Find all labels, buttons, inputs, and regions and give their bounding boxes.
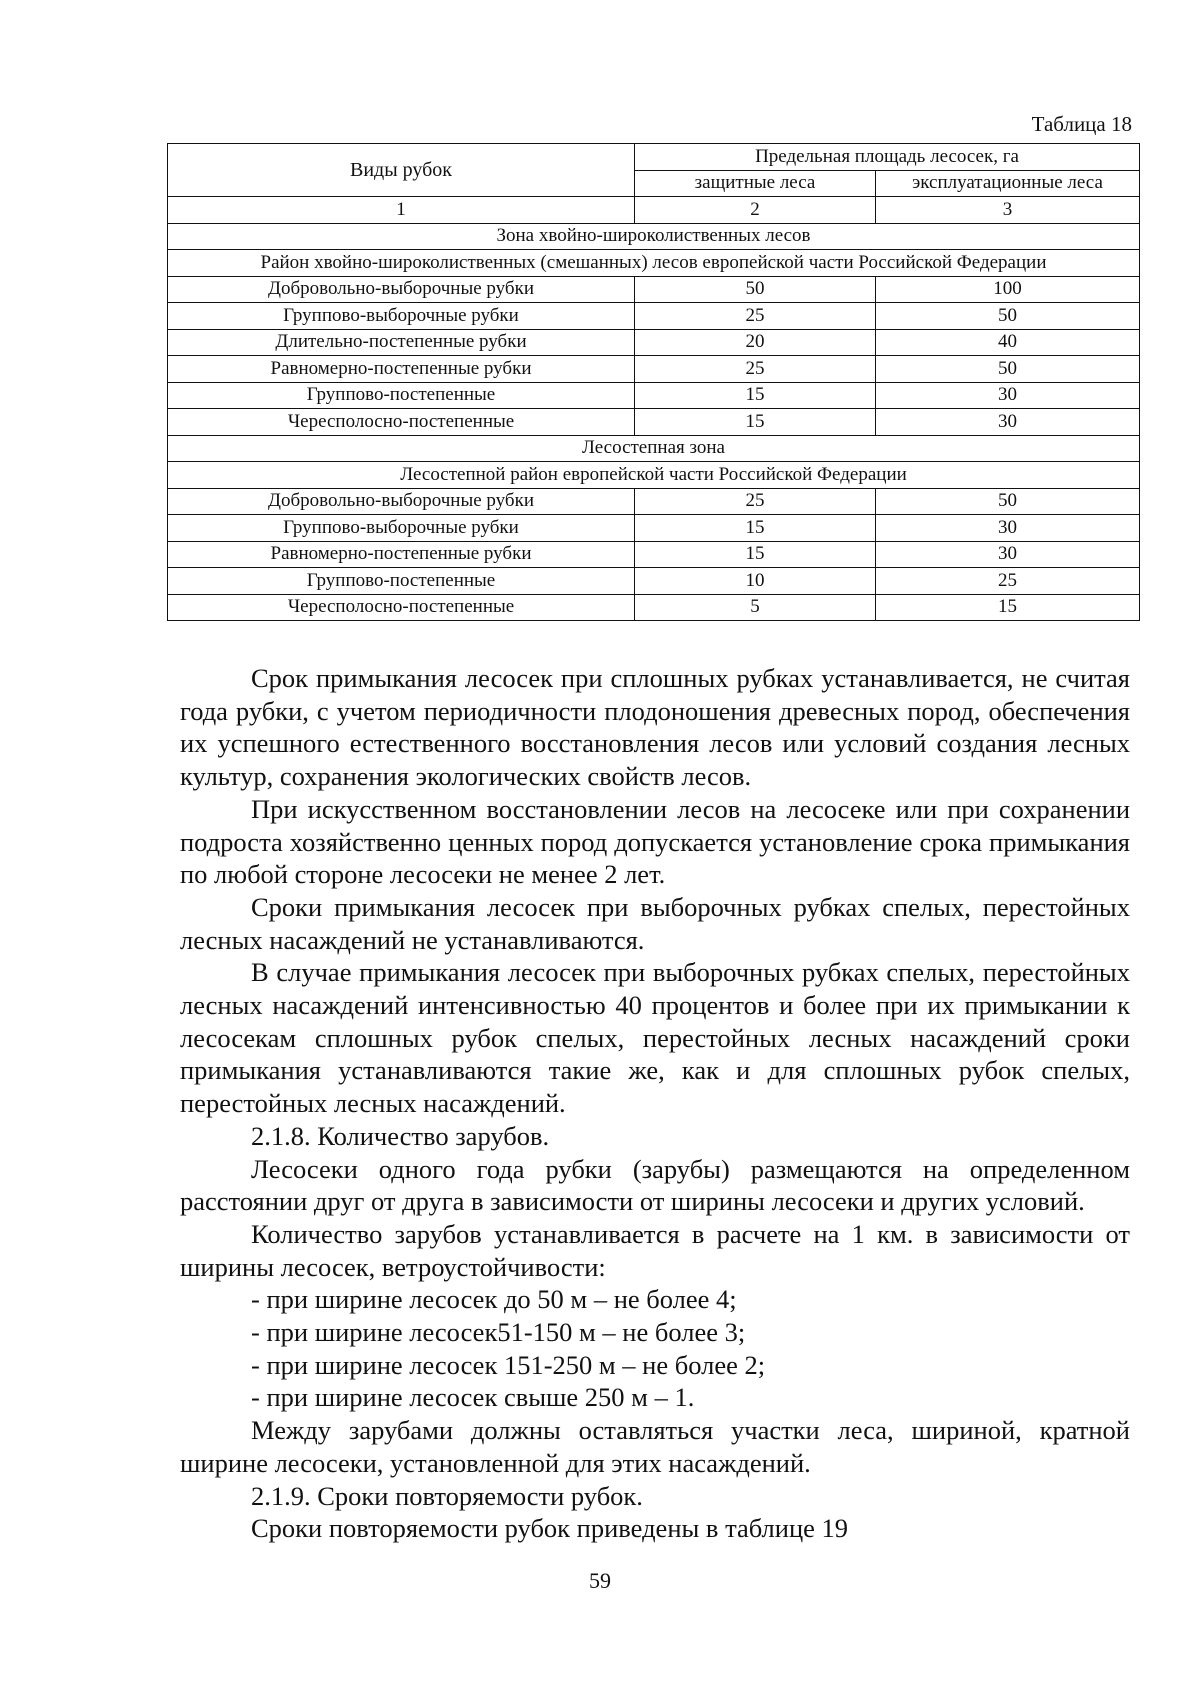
exploitation-area-cell: 15: [876, 594, 1140, 621]
protective-area-cell: 25: [635, 356, 876, 383]
protective-area-cell: 50: [635, 276, 876, 303]
list-item: - при ширине лесосек 151-250 м – не более 2;: [251, 1349, 766, 1380]
section-heading: 2.1.9. Сроки повторяемости рубок.: [251, 1480, 643, 1511]
felling-type-cell: Равномерно-постепенные рубки: [168, 356, 635, 383]
felling-type-cell: Добровольно-выборочные рубки: [168, 276, 635, 303]
paragraph: Сроки примыкания лесосек при выборочных рубках спелых, перестойных лесных насаждений не устанавливаются.: [180, 891, 1130, 955]
paragraph: Количество зарубов устанавливается в расчете на 1 км. в зависимости от ширины лесосек, ветроустойчивости:: [180, 1218, 1130, 1282]
felling-type-cell: Группово-выборочные рубки: [168, 515, 635, 542]
table-numbering-row: [168, 197, 1140, 224]
column-number: 2: [635, 197, 876, 224]
region-title: Район хвойно-широколиственных (смешанных) лесов европейской части Российской Федерации: [168, 250, 1140, 277]
column-header-protective-forests: защитные леса: [635, 170, 876, 197]
exploitation-area-cell: 40: [876, 329, 1140, 356]
table-row: [168, 568, 1140, 595]
felling-type-cell: Равномерно-постепенные рубки: [168, 541, 635, 568]
list-item: - при ширине лесосек свыше 250 м – 1.: [251, 1382, 695, 1413]
table-row: [168, 488, 1140, 515]
felling-type-cell: Добровольно-выборочные рубки: [168, 488, 635, 515]
protective-area-cell: 25: [635, 303, 876, 330]
felling-type-cell: Чересполосно-постепенные: [168, 409, 635, 436]
table-row: [168, 303, 1140, 330]
protective-area-cell: 5: [635, 594, 876, 621]
felling-type-cell: Группово-постепенные: [168, 382, 635, 409]
felling-type-cell: Чересполосно-постепенные: [168, 594, 635, 621]
paragraph: Лесосеки одного года рубки (зарубы) размещаются на определенном расстоянии друг от друга в зависимости от ширины лесосеки и других условий.: [180, 1153, 1130, 1217]
protective-area-cell: 15: [635, 382, 876, 409]
column-group-header-max-area: Предельная площадь лесосек, га: [635, 144, 1140, 171]
section-heading: 2.1.8. Количество зарубов.: [251, 1120, 550, 1151]
paragraph: Между зарубами должны оставляться участки леса, шириной, кратной ширине лесосеки, установленной для этих насаждений.: [180, 1415, 1130, 1478]
protective-area-cell: 15: [635, 541, 876, 568]
protective-area-cell: 20: [635, 329, 876, 356]
column-header-exploitation-forests: эксплуатационные леса: [876, 170, 1140, 197]
region-row: [168, 462, 1140, 489]
zone-title: Зона хвойно-широколиственных лесов: [168, 223, 1140, 250]
paragraph: Сроки повторяемости рубок приведены в таблице 19: [251, 1513, 849, 1544]
list-item: - при ширине лесосек до 50 м – не более 4;: [251, 1284, 737, 1315]
table-row: [168, 594, 1140, 621]
table-row: [168, 409, 1140, 436]
table-row: [168, 356, 1140, 383]
table-row: [168, 329, 1140, 356]
column-number: 1: [168, 197, 635, 224]
protective-area-cell: 15: [635, 409, 876, 436]
exploitation-area-cell: 100: [876, 276, 1140, 303]
paragraph: В случае примыкания лесосек при выборочных рубках спелых, перестойных лесных насаждений интенсивностью 40 процентов и более при их примыкании к лесосекам сплошных рубок спелых, перестойных лесных насаждений сроки примыкания устанавливаются такие же, как и для сплошных рубок спелых, перестойных лесных насаждений.: [180, 957, 1130, 1119]
table-header-row: [168, 144, 1140, 171]
exploitation-area-cell: 25: [876, 568, 1140, 595]
region-row: [168, 250, 1140, 277]
exploitation-area-cell: 30: [876, 541, 1140, 568]
protective-area-cell: 10: [635, 568, 876, 595]
exploitation-area-cell: 50: [876, 303, 1140, 330]
exploitation-area-cell: 50: [876, 488, 1140, 515]
zone-row: [168, 223, 1140, 250]
felling-area-table: [167, 143, 1140, 621]
exploitation-area-cell: 30: [876, 382, 1140, 409]
page-number: 59: [589, 1568, 611, 1593]
exploitation-area-cell: 30: [876, 409, 1140, 436]
felling-type-cell: Длительно-постепенные рубки: [168, 329, 635, 356]
felling-type-cell: Группово-постепенные: [168, 568, 635, 595]
zone-row: [168, 435, 1140, 462]
list-item: - при ширине лесосек51-150 м – не более 3;: [251, 1317, 746, 1348]
table-row: [168, 382, 1140, 409]
table-row: [168, 515, 1140, 542]
protective-area-cell: 25: [635, 488, 876, 515]
felling-type-cell: Группово-выборочные рубки: [168, 303, 635, 330]
protective-area-cell: 15: [635, 515, 876, 542]
column-header-felling-type: Виды рубок: [168, 144, 635, 197]
paragraph: При искусственном восстановлении лесов на лесосеке или при сохранении подроста хозяйственно ценных пород допускается установление срока примыкания по любой стороне лесосеки не менее 2 лет.: [180, 793, 1130, 890]
table-row: [168, 541, 1140, 568]
table-caption: Таблица 18: [1031, 112, 1132, 136]
table-row: [168, 276, 1140, 303]
paragraph: Срок примыкания лесосек при сплошных рубках устанавливается, не считая года рубки, с учетом периодичности плодоношения древесных пород, обеспечения их успешного естественного восстановления лесов или условий создания лесных культур, сохранения экологических свойств лесов.: [180, 663, 1130, 792]
region-title: Лесостепной район европейской части Российской Федерации: [168, 462, 1140, 489]
exploitation-area-cell: 50: [876, 356, 1140, 383]
exploitation-area-cell: 30: [876, 515, 1140, 542]
body-text: [180, 662, 1130, 1545]
column-number: 3: [876, 197, 1140, 224]
zone-title: Лесостепная зона: [168, 435, 1140, 462]
